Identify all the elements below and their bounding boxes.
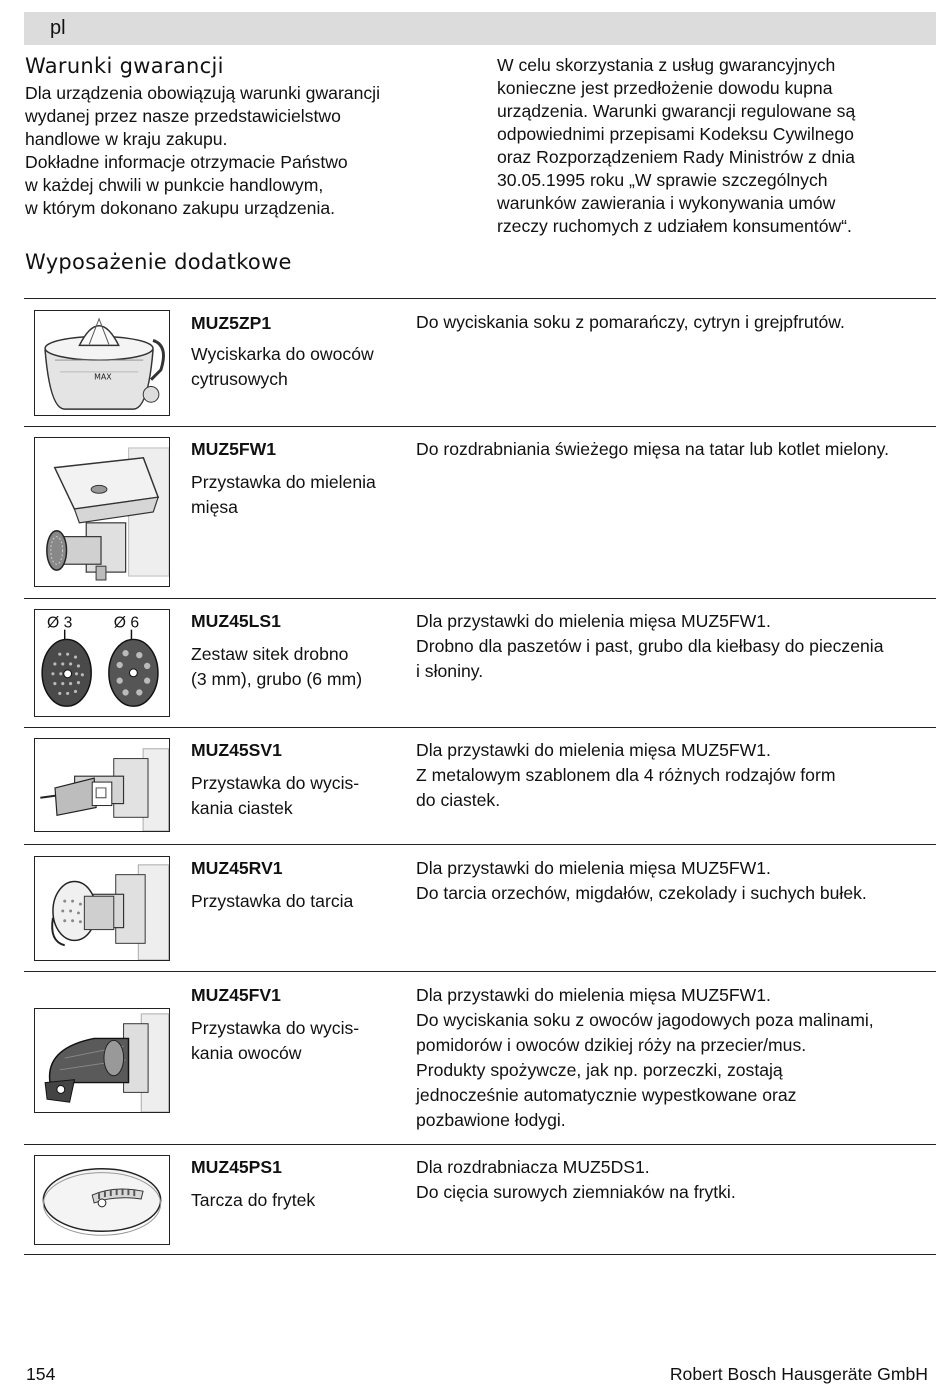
accessory-name: Wyciskarka do owoców cytrusowych	[191, 344, 374, 389]
accessory-description: Dla przystawki do mielenia mięsa MUZ5FW1. Do wyciskania soku z owoców jagodowych poza malinami, pomidorów i owoców dzikiej róży na przecier/mus. Produkty spożywcze, jak np. porzeczki, zostają jednocześnie automatycznie wypestkowane oraz pozbawione łodygi.	[416, 985, 874, 1130]
fries-disc-icon	[34, 1155, 170, 1245]
accessory-code: MUZ5FW1	[191, 439, 277, 459]
divider	[24, 298, 936, 299]
page-number: 154	[26, 1364, 56, 1384]
accessory-name: Przystawka do tarcia	[191, 891, 354, 911]
cookie-press-icon	[34, 738, 170, 832]
divider	[24, 598, 936, 599]
accessory-code: MUZ45LS1	[191, 611, 281, 631]
grinder-discs-icon	[34, 609, 170, 717]
grater-icon	[34, 856, 170, 961]
accessory-code: MUZ45PS1	[191, 1157, 282, 1177]
accessories-title: Wyposażenie dodatkowe	[25, 250, 292, 274]
warranty-left-paragraph: Dla urządzenia obowiązują warunki gwarancji wydanej przez nasze przedstawicielstwo handlowe w kraju zakupu. Dokładne informacje otrzymacie Państwo w każdej chwili w punkcie handlowym, w którym dokonano zakupu urządzenia.	[25, 83, 380, 218]
divider	[24, 844, 936, 845]
accessory-name: Tarcza do frytek	[191, 1190, 316, 1210]
accessory-code: MUZ45RV1	[191, 858, 283, 878]
warranty-right-text	[497, 54, 937, 238]
meat-grinder-icon	[34, 437, 170, 587]
accessory-name: Przystawka do wycis- kania owoców	[191, 1018, 360, 1063]
citrus-press-icon	[34, 310, 170, 416]
accessory-description: Dla przystawki do mielenia mięsa MUZ5FW1. Drobno dla paszetów i past, grubo dla kiełbasy do pieczenia i słoniny.	[416, 611, 884, 681]
divider	[24, 426, 936, 427]
accessory-description: Dla przystawki do mielenia mięsa MUZ5FW1. Z metalowym szablonem dla 4 różnych rodzajów form do ciastek.	[416, 740, 836, 810]
divider	[24, 727, 936, 728]
accessory-code: MUZ45SV1	[191, 740, 282, 760]
disc-6mm-label: Ø 6	[113, 614, 140, 632]
warranty-title: Warunki gwarancji	[25, 54, 224, 78]
divider	[24, 1254, 936, 1255]
divider	[24, 971, 936, 972]
language-code: pl	[50, 17, 66, 39]
fruit-press-icon	[34, 1008, 170, 1113]
accessory-description: Do rozdrabniania świeżego mięsa na tatar lub kotlet mielony.	[416, 439, 889, 459]
accessory-name: Przystawka do wycis- kania ciastek	[191, 773, 360, 818]
company-name: Robert Bosch Hausgeräte GmbH	[669, 1364, 928, 1384]
accessory-name: Zestaw sitek drobno (3 mm), grubo (6 mm)	[191, 644, 363, 689]
accessory-description: Dla rozdrabniacza MUZ5DS1. Do cięcia surowych ziemniaków na frytki.	[416, 1157, 736, 1202]
accessory-code: MUZ45FV1	[191, 985, 281, 1005]
accessory-description: Dla przystawki do mielenia mięsa MUZ5FW1. Do tarcia orzechów, migdałów, czekolady i suchych bułek.	[416, 858, 867, 903]
warranty-right-paragraph: W celu skorzystania z usług gwarancyjnych konieczne jest przedłożenie dowodu kupna urządzenia. Warunki gwarancji regulowane są odpowiednimi przepisami Kodeksu Cywilnego oraz Rozporządzeniem Rady Ministrów z dnia 30.05.1995 roku „W sprawie szczególnych warunków zawierania i wykonywania umów rzeczy ruchomych z udziałem konsumentów“.	[497, 55, 856, 236]
accessory-name: Przystawka do mielenia mięsa	[191, 472, 376, 517]
warranty-left-text	[25, 82, 465, 220]
disc-3mm-label: Ø 3	[47, 614, 73, 632]
accessory-description: Do wyciskania soku z pomarańczy, cytryn i grejpfrutów.	[416, 312, 845, 332]
divider	[24, 1144, 936, 1145]
max-label: MAX	[94, 372, 112, 382]
language-bar	[24, 12, 936, 45]
accessory-code: MUZ5ZP1	[191, 313, 272, 333]
